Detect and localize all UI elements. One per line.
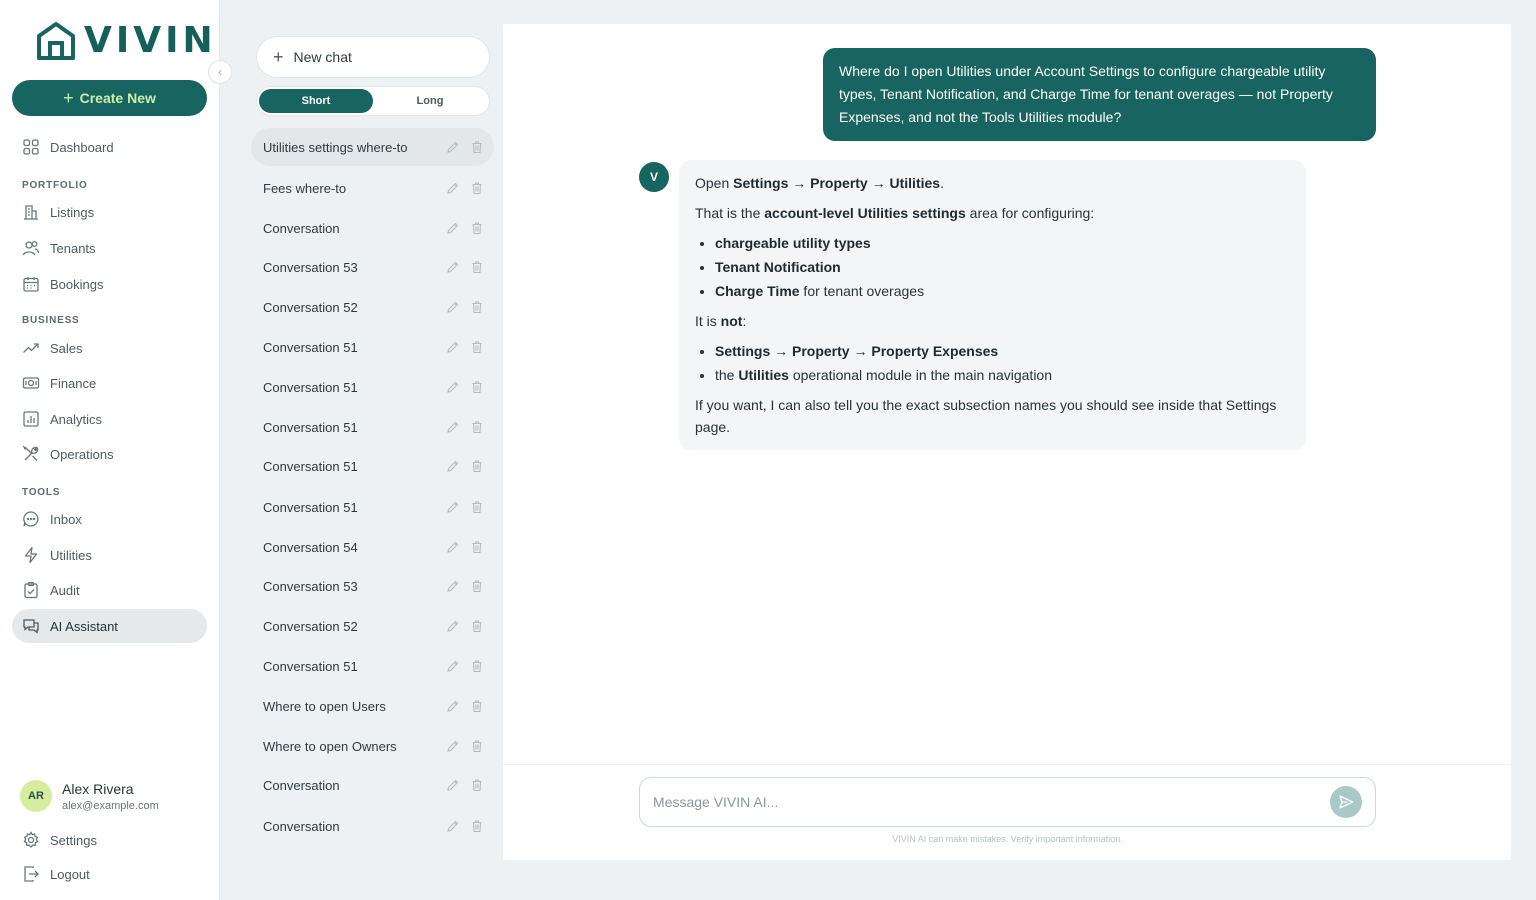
conversation-item[interactable] bbox=[251, 408, 494, 446]
pencil-icon[interactable] bbox=[446, 181, 460, 195]
conversation-item[interactable] bbox=[251, 209, 494, 247]
trash-icon[interactable] bbox=[470, 540, 484, 554]
trash-icon[interactable] bbox=[470, 739, 484, 753]
answer-closing: If you want, I can also tell you the exact subsection names you should see inside that Settings page. bbox=[695, 397, 1277, 435]
conversation-title: Conversation 53 bbox=[263, 578, 358, 594]
nav-listings[interactable] bbox=[12, 195, 207, 229]
user-email: alex@example.com bbox=[62, 799, 159, 812]
conversation-actions bbox=[446, 181, 484, 195]
pencil-icon[interactable] bbox=[446, 260, 460, 274]
pencil-icon[interactable] bbox=[446, 300, 460, 314]
calendar-icon bbox=[22, 275, 40, 293]
pencil-icon[interactable] bbox=[446, 619, 460, 633]
nav-analytics-label: Analytics bbox=[50, 411, 103, 427]
nav-sales-label: Sales bbox=[50, 340, 83, 356]
nav-logout[interactable] bbox=[12, 857, 207, 891]
nav-bookings[interactable] bbox=[12, 267, 207, 301]
nav-settings[interactable] bbox=[12, 823, 207, 857]
trash-icon[interactable] bbox=[470, 778, 484, 792]
trash-icon[interactable] bbox=[470, 500, 484, 514]
vivin-logo[interactable] bbox=[36, 20, 217, 62]
disclaimer: VIVIN AI can make mistakes. Verify important information. bbox=[892, 834, 1123, 844]
avatar: AR bbox=[20, 780, 52, 812]
tools-icon bbox=[22, 445, 40, 463]
answer-line-1: Open Settings → Property → Utilities. bbox=[695, 175, 944, 191]
divider bbox=[503, 764, 1511, 765]
conversation-actions bbox=[446, 540, 484, 554]
trash-icon[interactable] bbox=[470, 579, 484, 593]
conversation-title: Conversation 51 bbox=[263, 379, 358, 395]
logout-icon bbox=[22, 865, 40, 883]
nav-inbox[interactable] bbox=[12, 502, 207, 536]
pencil-icon[interactable] bbox=[446, 420, 460, 434]
list-item: • the Utilities operational module in the main navigation bbox=[715, 364, 1290, 386]
trash-icon[interactable] bbox=[470, 140, 484, 154]
trash-icon[interactable] bbox=[470, 420, 484, 434]
pencil-icon[interactable] bbox=[446, 500, 460, 514]
bar-chart-icon bbox=[22, 410, 40, 428]
conversation-title: Fees where-to bbox=[263, 180, 347, 196]
message-input[interactable] bbox=[653, 794, 1330, 810]
pencil-icon[interactable] bbox=[446, 540, 460, 554]
conversation-item[interactable] bbox=[251, 567, 494, 605]
sidebar bbox=[0, 0, 220, 900]
trash-icon[interactable] bbox=[470, 459, 484, 473]
chat-main bbox=[503, 24, 1511, 860]
chevron-left-icon: ‹ bbox=[218, 65, 222, 79]
conversation-title: Conversation 51 bbox=[263, 458, 358, 474]
pencil-icon[interactable] bbox=[446, 459, 460, 473]
user-name: Alex Rivera bbox=[62, 780, 134, 797]
conversation-item[interactable] bbox=[251, 128, 494, 166]
section-tools: TOOLS bbox=[22, 487, 61, 498]
conversation-actions bbox=[446, 699, 484, 713]
conversation-actions bbox=[446, 380, 484, 394]
gear-icon bbox=[22, 831, 40, 849]
trending-up-icon bbox=[22, 339, 40, 357]
nav-operations-label: Operations bbox=[50, 446, 114, 462]
trash-icon[interactable] bbox=[470, 260, 484, 274]
list-item: • Charge Time for tenant overages bbox=[715, 280, 1290, 302]
conversation-item[interactable] bbox=[251, 766, 494, 804]
nav-inbox-label: Inbox bbox=[50, 511, 82, 527]
nav-utilities-label: Utilities bbox=[50, 547, 92, 563]
conversation-title: Conversation 51 bbox=[263, 658, 358, 674]
banknote-icon bbox=[22, 374, 40, 392]
section-portfolio: PORTFOLIO bbox=[22, 180, 88, 191]
nav-logout-label: Logout bbox=[50, 866, 90, 882]
conversation-actions bbox=[446, 221, 484, 235]
pencil-icon[interactable] bbox=[446, 699, 460, 713]
conversation-actions bbox=[446, 819, 484, 833]
message-composer bbox=[639, 777, 1376, 827]
nav-dashboard-label: Dashboard bbox=[50, 139, 114, 155]
nav-utilities[interactable] bbox=[12, 538, 207, 572]
conversation-title: Conversation 54 bbox=[263, 539, 358, 555]
conversation-title: Conversation 52 bbox=[263, 299, 358, 315]
trash-icon[interactable] bbox=[470, 181, 484, 195]
conversation-list-panel bbox=[244, 24, 502, 860]
conversation-item[interactable] bbox=[251, 288, 494, 326]
new-chat-label: New chat bbox=[293, 49, 352, 65]
logo-text: VIVIN bbox=[84, 20, 217, 61]
nav-finance-label: Finance bbox=[50, 375, 97, 391]
conversation-actions bbox=[446, 260, 484, 274]
conversation-title: Conversation 51 bbox=[263, 339, 358, 355]
building-icon bbox=[22, 203, 40, 221]
conversation-item[interactable] bbox=[251, 727, 494, 765]
conversation-title: Conversation bbox=[263, 220, 340, 236]
grid-icon bbox=[22, 138, 40, 156]
chat-bubble-icon bbox=[22, 510, 40, 528]
answer-line-2: That is the account-level Utilities settings area for configuring: bbox=[695, 205, 1095, 221]
conversation-title: Utilities settings where-to bbox=[263, 139, 408, 155]
nav-tenants-label: Tenants bbox=[50, 240, 96, 256]
logo-house-icon bbox=[36, 21, 76, 61]
messages-icon bbox=[22, 617, 40, 635]
conversation-title: Conversation bbox=[263, 777, 340, 793]
nav-finance[interactable] bbox=[12, 366, 207, 400]
trash-icon[interactable] bbox=[470, 340, 484, 354]
conversation-actions bbox=[446, 778, 484, 792]
answer-line-3: It is not: bbox=[695, 313, 747, 329]
trash-icon[interactable] bbox=[470, 659, 484, 673]
pencil-icon[interactable] bbox=[446, 380, 460, 394]
nav-ai-assistant-label: AI Assistant bbox=[50, 618, 118, 634]
nav-operations[interactable] bbox=[12, 437, 207, 471]
clipboard-check-icon bbox=[22, 581, 40, 599]
pencil-icon[interactable] bbox=[446, 819, 460, 833]
send-icon bbox=[1338, 794, 1354, 810]
section-business: BUSINESS bbox=[22, 315, 80, 326]
conversation-actions bbox=[446, 140, 484, 154]
create-new-label: Create New bbox=[79, 90, 156, 106]
trash-icon[interactable] bbox=[470, 221, 484, 235]
conversation-actions bbox=[446, 500, 484, 514]
conversation-title: Conversation 52 bbox=[263, 618, 358, 634]
pencil-icon[interactable] bbox=[446, 659, 460, 673]
pencil-icon[interactable] bbox=[446, 579, 460, 593]
trash-icon[interactable] bbox=[470, 380, 484, 394]
conversation-actions bbox=[446, 619, 484, 633]
conversation-title: Conversation 51 bbox=[263, 499, 358, 515]
user-message: Where do I open Utilities under Account Settings to configure chargeable utility types, Tenant Notification, and Charge Time for tenant overages — not Property Expenses, and not the Tools Utilities module? bbox=[823, 48, 1376, 141]
nav-sales[interactable] bbox=[12, 331, 207, 365]
conversation-title: Conversation bbox=[263, 818, 340, 834]
conversation-actions bbox=[446, 739, 484, 753]
lightning-icon bbox=[22, 546, 40, 564]
assistant-message bbox=[679, 160, 1306, 450]
answer-list-2 bbox=[695, 340, 1290, 386]
nav-analytics[interactable] bbox=[12, 402, 207, 436]
list-item: • Tenant Notification bbox=[715, 256, 1290, 278]
collapse-sidebar-button[interactable] bbox=[208, 60, 232, 84]
nav-tenants[interactable] bbox=[12, 231, 207, 265]
nav-ai-assistant[interactable] bbox=[12, 609, 207, 643]
conversation-item[interactable] bbox=[251, 368, 494, 406]
pencil-icon[interactable] bbox=[446, 340, 460, 354]
trash-icon[interactable] bbox=[470, 699, 484, 713]
new-chat-button[interactable] bbox=[256, 36, 490, 78]
conversation-actions bbox=[446, 340, 484, 354]
conversation-item[interactable] bbox=[251, 248, 494, 286]
conversation-item[interactable] bbox=[251, 328, 494, 366]
create-new-button[interactable] bbox=[12, 80, 207, 116]
toggle-short[interactable]: Short bbox=[259, 89, 373, 113]
conversation-actions bbox=[446, 659, 484, 673]
list-item: • Settings → Property → Property Expenses bbox=[715, 340, 1290, 362]
plus-icon: + bbox=[63, 87, 74, 108]
assistant-avatar: V bbox=[639, 162, 669, 192]
user-profile[interactable] bbox=[20, 780, 159, 812]
conversation-item[interactable] bbox=[251, 687, 494, 725]
users-icon bbox=[22, 239, 40, 257]
conversation-title: Where to open Owners bbox=[263, 738, 397, 754]
conversation-actions bbox=[446, 300, 484, 314]
send-button[interactable] bbox=[1330, 786, 1362, 818]
pencil-icon[interactable] bbox=[446, 778, 460, 792]
nav-settings-label: Settings bbox=[50, 832, 97, 848]
conversation-item[interactable] bbox=[251, 607, 494, 645]
nav-listings-label: Listings bbox=[50, 204, 95, 220]
nav-audit[interactable] bbox=[12, 573, 207, 607]
conversation-item[interactable] bbox=[251, 169, 494, 207]
conversation-actions bbox=[446, 579, 484, 593]
conversation-title: Conversation 53 bbox=[263, 259, 358, 275]
plus-icon: + bbox=[273, 46, 284, 67]
conversation-actions bbox=[446, 420, 484, 434]
conversation-actions bbox=[446, 459, 484, 473]
pencil-icon[interactable] bbox=[446, 140, 460, 154]
pencil-icon[interactable] bbox=[446, 739, 460, 753]
list-item: • chargeable utility types bbox=[715, 232, 1290, 254]
trash-icon[interactable] bbox=[470, 819, 484, 833]
answer-list-1 bbox=[695, 232, 1290, 302]
conversation-item[interactable] bbox=[251, 488, 494, 526]
trash-icon[interactable] bbox=[470, 300, 484, 314]
length-toggle bbox=[256, 86, 490, 116]
conversation-item[interactable] bbox=[251, 647, 494, 685]
pencil-icon[interactable] bbox=[446, 221, 460, 235]
toggle-long[interactable]: Long bbox=[416, 95, 444, 107]
conversation-item[interactable] bbox=[251, 447, 494, 485]
nav-dashboard[interactable] bbox=[12, 130, 207, 164]
conversation-title: Conversation 51 bbox=[263, 419, 358, 435]
conversation-item[interactable] bbox=[251, 807, 494, 845]
conversation-item[interactable] bbox=[251, 528, 494, 566]
nav-audit-label: Audit bbox=[50, 582, 80, 598]
conversation-title: Where to open Users bbox=[263, 698, 386, 714]
trash-icon[interactable] bbox=[470, 619, 484, 633]
nav-bookings-label: Bookings bbox=[50, 276, 104, 292]
